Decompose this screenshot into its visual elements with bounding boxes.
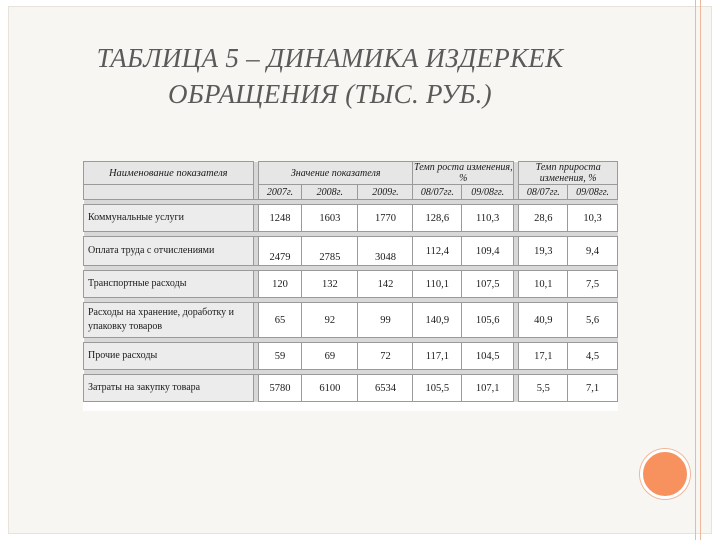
slide-title bbox=[60, 40, 600, 112]
cell-increase-09-08: 4,5 bbox=[568, 343, 618, 370]
cell-2007: 59 bbox=[258, 343, 301, 370]
cell-growth-09-08: 104,5 bbox=[462, 343, 514, 370]
cell-2009: 3048 bbox=[358, 237, 413, 266]
table-header-row-3 bbox=[84, 185, 618, 200]
cell-increase-08-07: 19,3 bbox=[519, 237, 568, 266]
cell-2008: 1603 bbox=[302, 205, 358, 232]
header-indicator-name: Наименование показателя bbox=[84, 162, 254, 185]
row-label: Прочие расходы bbox=[84, 343, 254, 370]
cell-2007: 2479 bbox=[258, 237, 301, 266]
table-row bbox=[84, 205, 618, 232]
cell-2009: 72 bbox=[358, 343, 413, 370]
header-value-group: Значение показателя bbox=[258, 162, 413, 185]
header-year: 2007г. bbox=[258, 185, 301, 200]
cell-increase-08-07: 40,9 bbox=[519, 303, 568, 338]
cell-growth-09-08: 105,6 bbox=[462, 303, 514, 338]
cell-growth-08-07: 112,4 bbox=[413, 237, 462, 266]
cell-growth-08-07: 117,1 bbox=[413, 343, 462, 370]
cell-2009: 99 bbox=[358, 303, 413, 338]
cell-2009: 1770 bbox=[358, 205, 413, 232]
cell-2008: 132 bbox=[302, 271, 358, 298]
data-table-container bbox=[83, 161, 618, 411]
table-row bbox=[84, 343, 618, 370]
cell-increase-08-07: 17,1 bbox=[519, 343, 568, 370]
cell-2007: 65 bbox=[258, 303, 301, 338]
table-row bbox=[84, 303, 618, 338]
cell-increase-09-08: 5,6 bbox=[568, 303, 618, 338]
header-growth-rate: Темп роста изменения, % bbox=[414, 162, 513, 184]
table-row bbox=[84, 271, 618, 298]
cell-2007: 1248 bbox=[258, 205, 301, 232]
decorative-rule-right bbox=[700, 0, 701, 540]
slide-title-line2: ОБРАЩЕНИЯ (ТЫС. РУБ.) bbox=[168, 79, 492, 109]
header-increase-rate: Темп прироста изменения, % bbox=[519, 162, 618, 185]
costs-table bbox=[83, 161, 618, 402]
row-label: Затраты на закупку товара bbox=[84, 375, 254, 402]
cell-growth-08-07: 128,6 bbox=[413, 205, 462, 232]
cell-increase-09-08: 10,3 bbox=[568, 205, 618, 232]
row-label: Оплата труда с отчислениями bbox=[84, 237, 254, 266]
cell-2009: 142 bbox=[358, 271, 413, 298]
cell-growth-08-07: 105,5 bbox=[413, 375, 462, 402]
header-year: 2009г. bbox=[358, 185, 413, 200]
table-row bbox=[84, 375, 618, 402]
cell-2007: 120 bbox=[258, 271, 301, 298]
row-label: Коммунальные услуги bbox=[84, 205, 254, 232]
cell-2009: 6534 bbox=[358, 375, 413, 402]
table-row bbox=[84, 237, 618, 266]
row-label: Расходы на хранение, доработку и упаковку товаров bbox=[84, 303, 254, 338]
decorative-rule-left bbox=[695, 0, 696, 540]
header-year: 2008г. bbox=[302, 185, 358, 200]
header-increase-period: 08/07гг. bbox=[519, 185, 568, 200]
cell-increase-09-08: 7,1 bbox=[568, 375, 618, 402]
cell-2008: 6100 bbox=[302, 375, 358, 402]
cell-2007: 5780 bbox=[258, 375, 301, 402]
cell-growth-08-07: 110,1 bbox=[413, 271, 462, 298]
cell-increase-08-07: 5,5 bbox=[519, 375, 568, 402]
slide-title-line1: ТАБЛИЦА 5 – ДИНАМИКА ИЗДЕРКЕК bbox=[96, 43, 564, 73]
cell-growth-09-08: 110,3 bbox=[462, 205, 514, 232]
header-growth-period: 08/07гг. bbox=[413, 185, 462, 200]
cell-growth-09-08: 109,4 bbox=[462, 237, 514, 266]
cell-increase-08-07: 10,1 bbox=[519, 271, 568, 298]
cell-increase-09-08: 7,5 bbox=[568, 271, 618, 298]
decorative-circle bbox=[640, 449, 690, 499]
cell-growth-09-08: 107,1 bbox=[462, 375, 514, 402]
header-growth-period: 09/08гг. bbox=[462, 185, 514, 200]
cell-2008: 92 bbox=[302, 303, 358, 338]
cell-2008: 69 bbox=[302, 343, 358, 370]
cell-growth-09-08: 107,5 bbox=[462, 271, 514, 298]
cell-growth-08-07: 140,9 bbox=[413, 303, 462, 338]
row-label: Транспортные расходы bbox=[84, 271, 254, 298]
cell-increase-08-07: 28,6 bbox=[519, 205, 568, 232]
cell-increase-09-08: 9,4 bbox=[568, 237, 618, 266]
header-increase-period: 09/08гг. bbox=[568, 185, 618, 200]
cell-2008: 2785 bbox=[302, 237, 358, 266]
